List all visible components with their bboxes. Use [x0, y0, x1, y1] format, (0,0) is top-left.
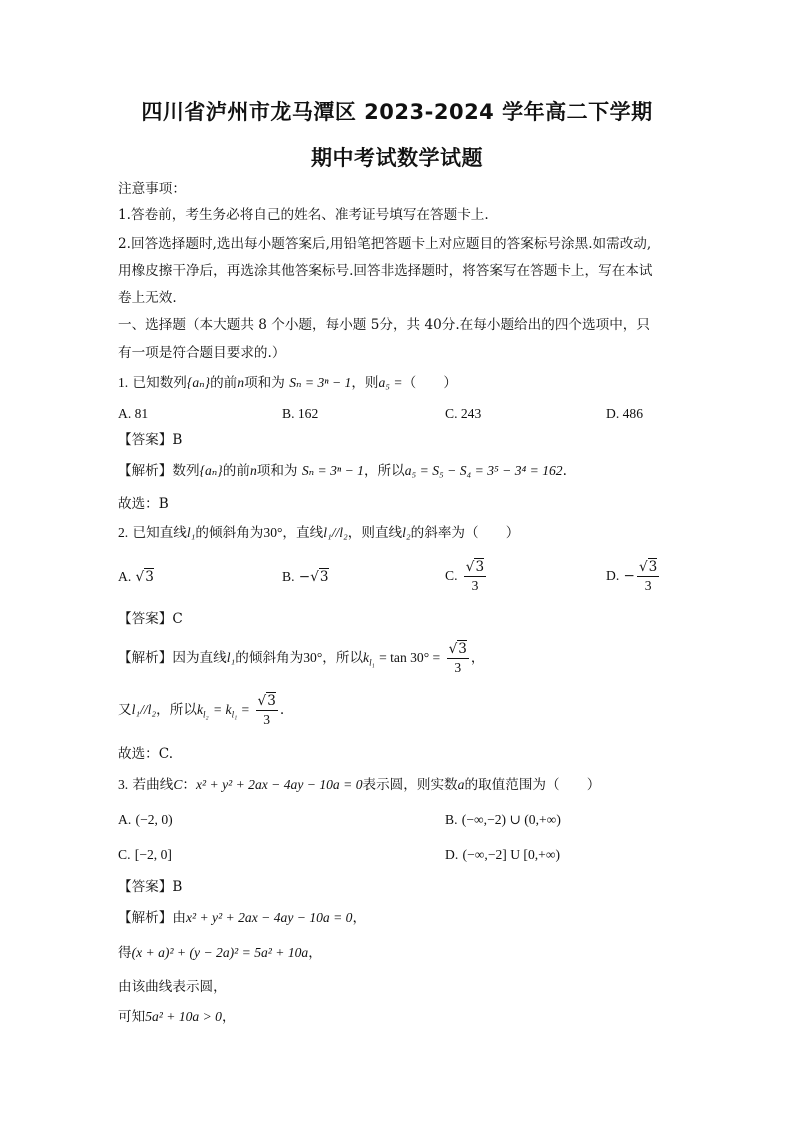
q2-option-a: [118, 568, 154, 586]
q1-target: a₅ =: [378, 375, 403, 390]
q1-answer: 【答案】B: [118, 432, 183, 448]
q2-option-a-radicand: 3: [145, 569, 154, 585]
q2-line2-radicand: 3: [267, 693, 276, 709]
q2-line2-k2: k: [196, 702, 203, 717]
q1-analysis-formula: Sₙ = 3ⁿ − 1: [301, 463, 364, 478]
q3-number: 3.: [118, 777, 129, 792]
notice-heading: 注意事项：: [118, 181, 186, 197]
q3-answer: 【答案】B: [118, 879, 183, 895]
q2-line-l2: l₂: [402, 525, 411, 540]
q3-option-c-value: [−2, 0]: [134, 847, 172, 862]
q2-option-b: [282, 568, 329, 586]
q3-option-c: [118, 846, 172, 864]
q1-option-d: D. 486: [606, 406, 644, 421]
q2-analysis-denominator: 3: [454, 660, 462, 675]
notice-item-2-line3: 卷上无效.: [118, 290, 177, 306]
q2-conclusion: 故选：C.: [118, 746, 174, 762]
q3-line2-end: ，: [308, 945, 322, 961]
q1-option-c: C. 243: [445, 406, 482, 421]
q1-analysis-calc: a₅ = S₅ − S₄ = 3⁵ − 3⁴ = 162: [404, 463, 563, 478]
q1-analysis-text-c: 项和为: [256, 463, 298, 479]
q2-angle: 30°: [263, 525, 283, 540]
q3-option-d: [445, 846, 560, 864]
q3-analysis-equation: x² + y² + 2ax − 4ay − 10a = 0: [185, 910, 353, 925]
q3-option-d-label: D.: [445, 847, 459, 862]
q1-option-a: A. 81: [118, 406, 149, 421]
sqrt-symbol: √3: [135, 569, 154, 585]
q3-equation: x² + y² + 2ax − 4ay − 10a = 0: [195, 777, 363, 792]
section-heading-line2: 有一项是符合题目要求的.）: [118, 345, 286, 361]
q3-colon: ：: [182, 777, 196, 793]
q3-analysis-line2: [118, 944, 322, 962]
q3-line4-end: ，: [221, 1009, 236, 1025]
q3-analysis: [118, 909, 366, 927]
q2-analysis-numerator: √3: [448, 641, 467, 657]
section-heading-line1: 一、选择题（本大题共 8 个小题，每小题 5分，共 40分.在每小题给出的四个选项中，只: [118, 317, 650, 333]
q2-option-d-denominator: 3: [644, 578, 652, 593]
q2-stem: [118, 524, 519, 542]
exam-title-line2: 期中考试数学试题: [311, 146, 483, 170]
q2-option-c-denominator: 3: [471, 578, 479, 593]
q3-analysis-text-a: 由: [172, 910, 186, 926]
q3-stem-text-c: 的取值范围为（ ）: [464, 777, 601, 793]
q3-analysis-end: ，: [352, 910, 367, 926]
q2-line2-numerator: √3: [257, 693, 276, 709]
q1-analysis-end: .: [562, 463, 567, 479]
q1-analysis-label: 【解析】: [118, 463, 173, 479]
q1-analysis-text-d: ，所以: [363, 463, 405, 479]
q2-option-c: [445, 558, 488, 595]
q3-line2-equation: (x + a)² + (y − 2a)² = 5a² + 10a: [131, 945, 309, 960]
q3-var-a: a: [457, 777, 465, 792]
q2-analysis-fraction: [447, 640, 469, 677]
q2-line2-fraction: [256, 692, 278, 729]
q3-option-c-label: C.: [118, 847, 131, 862]
q2-option-a-label: A.: [118, 569, 132, 584]
q2-analysis-angle: 30°: [303, 650, 323, 665]
q2-option-c-fraction: [464, 558, 486, 595]
q2-analysis-k: k: [363, 650, 370, 665]
q3-analysis-line3: 由该曲线表示圆，: [118, 979, 227, 995]
q3-option-a: [118, 811, 173, 829]
q2-analysis: 【解析】因为直线l₁的倾斜角为30°，所以$k_{l_1} = \tan 30^\circ$ = $\frac{√3}{3}$ ，: [118, 641, 485, 675]
q2-option-b-label: B.: [282, 569, 295, 584]
q3-curve-c: C: [173, 777, 183, 792]
q2-option-c-radicand: 3: [475, 559, 485, 575]
q2-option-c-label: C.: [445, 568, 458, 583]
q2-line-l1: l₁: [186, 525, 196, 540]
q1-stem: [118, 374, 457, 392]
notice-item-2-line1: 2.回答选择题时,选出每小题答案后,用铅笔把答题卡上对应题目的答案标号涂黑.如需改动,: [118, 236, 652, 252]
q2-line2-end: .: [279, 702, 285, 718]
q2-analysis-label: 【解析】: [118, 650, 173, 666]
q2-option-d-numerator: √3: [638, 559, 658, 575]
q2-answer: 【答案】C: [118, 611, 183, 627]
q1-analysis: [118, 462, 567, 480]
q3-analysis-label: 【解析】: [118, 910, 173, 926]
q2-line2-text-b: ，所以: [156, 702, 197, 718]
q3-stem: [118, 776, 600, 794]
q2-stem-text-c: ，直线: [282, 525, 324, 541]
q2-line2-text-a: 又: [118, 702, 132, 718]
q1-analysis-n: n: [249, 463, 257, 478]
q2-stem-text-a: 已知直线: [132, 525, 187, 541]
q2-option-c-numerator: √3: [465, 559, 485, 575]
q2-stem-text-b: 的倾斜角为: [195, 525, 264, 541]
q2-analysis-eq: = tan 30° =: [379, 650, 441, 665]
q2-analysis-text-a: 因为直线: [172, 650, 227, 666]
q2-stem-text-e: 的斜率为（ ）: [410, 525, 520, 541]
q2-line2-denominator: 3: [263, 712, 271, 727]
q3-stem-text-a: 若曲线: [132, 777, 174, 793]
q2-option-d-sign: −: [623, 568, 635, 584]
q2-parallel: l₁//l₂: [323, 525, 348, 540]
notice-item-1: 1.答卷前，考生务必将自己的姓名、准考证号填写在答题卡上.: [118, 207, 489, 223]
q2-line2-parallel: l₁//l₂: [131, 702, 157, 717]
q2-analysis-text-b: 的倾斜角为: [235, 650, 304, 666]
q2-analysis-text-c: ，所以: [322, 650, 364, 666]
q3-line4-inequality: 5a² + 10a > 0: [145, 1009, 222, 1024]
q2-line2-equals: =: [241, 702, 250, 717]
q3-option-a-label: A.: [118, 812, 132, 827]
q2-number: 2.: [118, 525, 129, 540]
q2-option-d-label: D.: [606, 568, 620, 583]
q2-stem-text-d: ，则直线: [347, 525, 403, 541]
q1-formula: Sₙ = 3ⁿ − 1: [289, 375, 352, 390]
q2-option-b-radicand: 3: [319, 569, 329, 585]
q3-option-d-value: (−∞,−2] U [0,+∞): [462, 847, 561, 862]
q3-analysis-line4: [118, 1008, 236, 1026]
q3-line2-text-a: 得: [118, 945, 132, 961]
q1-analysis-text-b: 的前: [222, 463, 250, 479]
q1-stem-text-c: 项和为: [244, 375, 285, 391]
q3-line4-text-a: 可知: [118, 1009, 146, 1025]
q2-analysis-line2: 又l₁//l₂，所以$k_{l_2} = k_{l_1}$ = $\frac{√3}{3}$ .: [118, 693, 285, 727]
q3-option-b: [445, 811, 561, 829]
q3-option-a-value: (−2, 0): [135, 812, 173, 827]
q2-analysis-radicand: 3: [458, 641, 467, 657]
notice-item-2-line2: 用橡皮擦干净后，再选涂其他答案标号.回答非选择题时，将答案写在答题卡上，写在本试: [118, 263, 653, 279]
q1-stem-text-a: 已知数列: [132, 375, 187, 391]
sqrt-symbol: √3: [310, 569, 329, 585]
q1-number: 1.: [118, 375, 129, 390]
q1-option-b: B. 162: [282, 406, 319, 421]
q2-analysis-text-d: ，: [470, 650, 485, 666]
q1-paren: （ ）: [402, 375, 457, 391]
q1-stem-text-b: 的前: [210, 375, 238, 391]
q2-option-d-radicand: 3: [648, 559, 658, 575]
q1-analysis-text-a: 数列: [172, 463, 200, 479]
q3-stem-text-b: 表示圆，则实数: [362, 777, 458, 793]
q1-n: n: [237, 375, 245, 390]
q2-option-d-fraction: [637, 558, 659, 595]
q2-line2-k1: = k: [212, 702, 232, 717]
q2-analysis-l1: l₁: [226, 650, 236, 665]
q3-option-b-value: (−∞,−2) ∪ (0,+∞): [461, 812, 561, 827]
q1-analysis-sequence: {aₙ}: [199, 463, 223, 478]
exam-title-line1: 四川省泸州市龙马潭区 2023-2024 学年高二下学期: [141, 100, 653, 124]
q2-option-b-sign: −: [298, 569, 311, 585]
q2-option-d: [606, 558, 661, 595]
q1-conclusion: 故选：B: [118, 496, 169, 512]
q3-option-b-label: B.: [445, 812, 458, 827]
q1-stem-text-d: ，则: [351, 375, 379, 391]
q1-sequence: {aₙ}: [186, 375, 211, 390]
